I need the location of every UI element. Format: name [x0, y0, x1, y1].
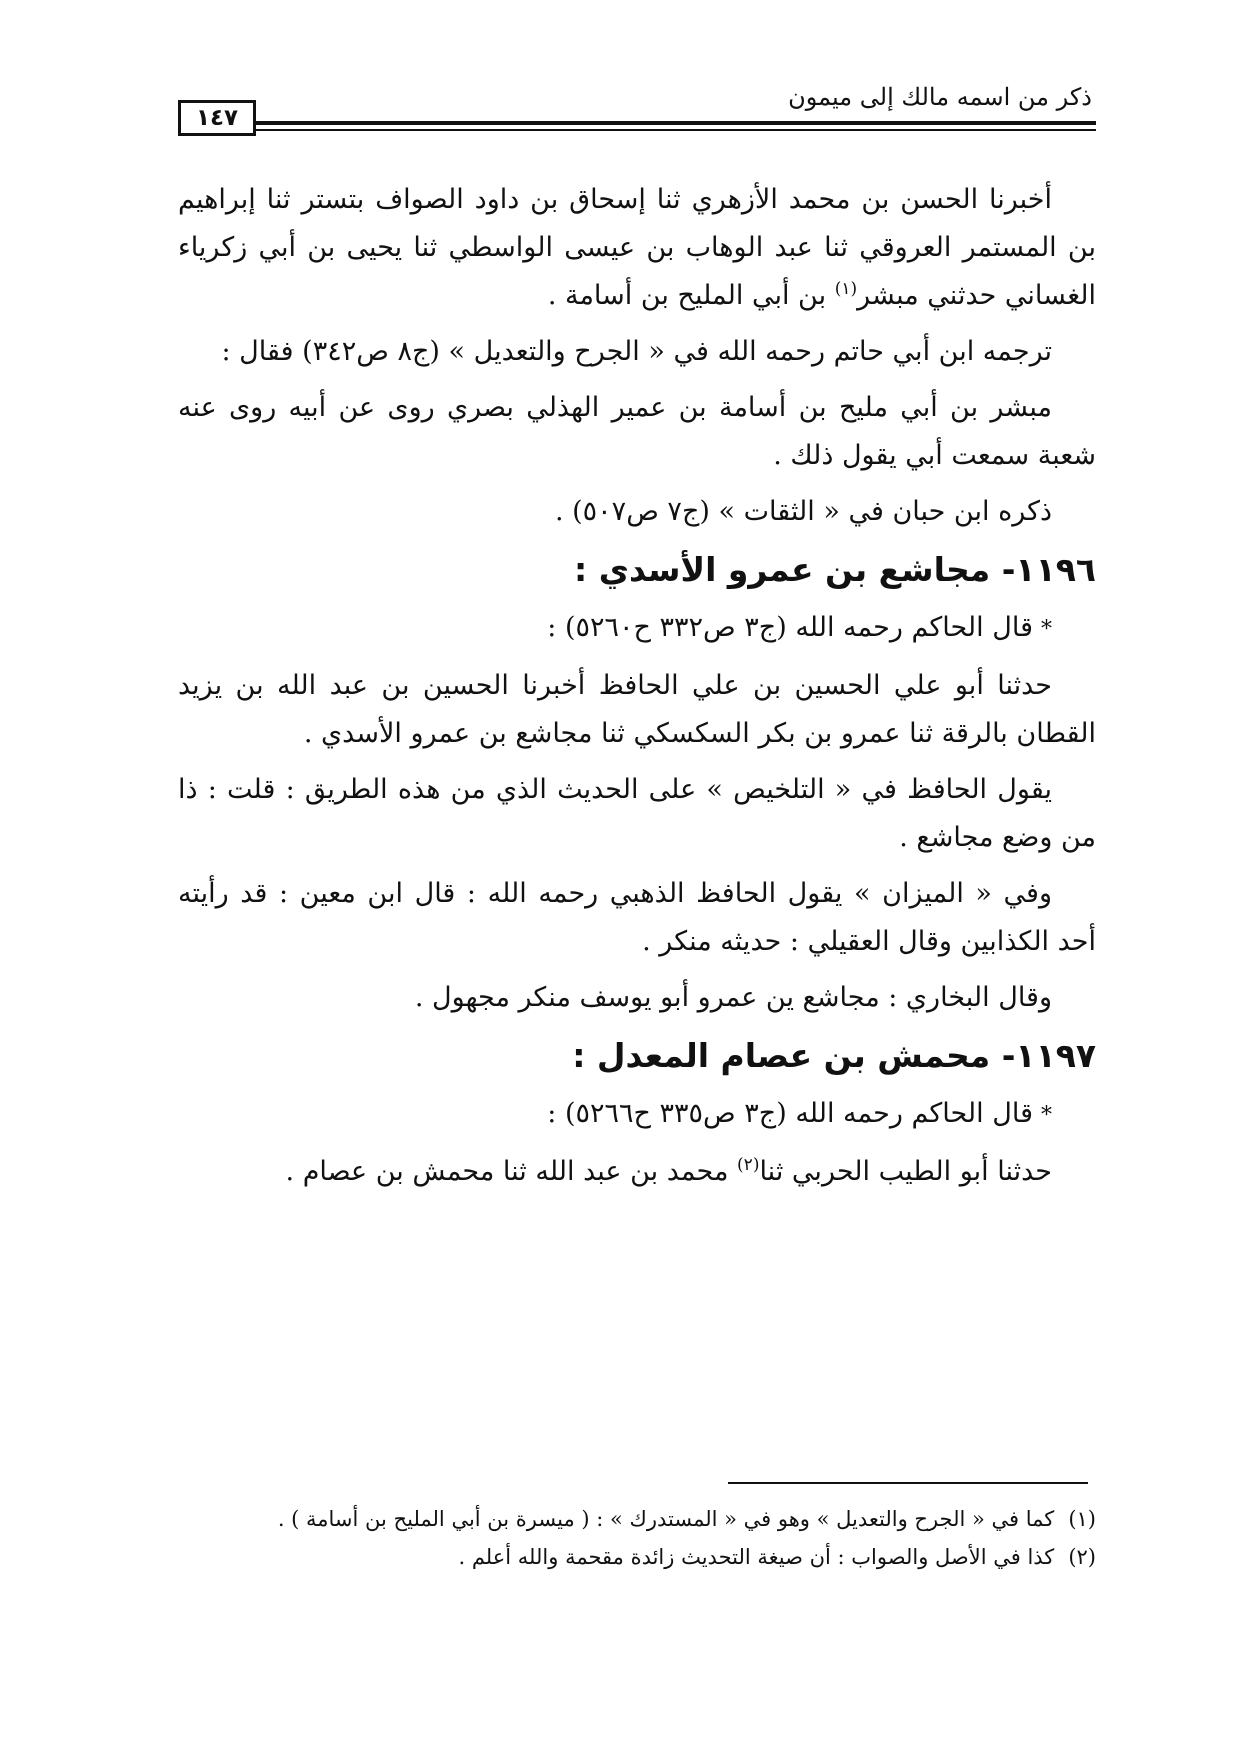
page-header — [178, 83, 1096, 138]
entry-heading-1197: ١١٩٧- محمش بن عصام المعدل : — [572, 1036, 1096, 1075]
asterisk-icon: * — [1041, 1103, 1052, 1128]
footnotes — [178, 1500, 1096, 1576]
paragraph-1196-bukhari: وقال البخاري : مجاشع ين عمرو أبو يوسف منكر مجهول . — [414, 982, 1052, 1013]
running-title: ذكر من اسمه مالك إلى ميمون — [788, 83, 1092, 111]
page-number: ١٤٧ — [178, 100, 256, 136]
paragraph-1197-chain: حدثنا أبو الطيب الحربي ثنا$^{(٢)}$ محمد بن عبد الله ثنا محمش بن عصام . — [285, 1155, 1052, 1187]
source-line-1197: *قال الحاكم رحمه الله (ج٣ ص٣٣٥ ح٥٢٦٦) : — [547, 1098, 1052, 1129]
header-rule-thin — [256, 129, 1096, 131]
footnote-ref-1: (١) — [834, 279, 858, 299]
paragraph-mubashshir: مبشر بن أبي مليح بن أسامة بن عمير الهذلي بصري روى عن أبيه روى عنه شعبة سمعت أبي يقول ذلك . — [178, 392, 1096, 471]
header-rule-thick — [256, 121, 1096, 125]
paragraph-chain: أخبرنا الحسن بن محمد الأزهري ثنا إسحاق بن داود الصواف بتستر ثنا إبراهيم بن المستمر العروقي ثنا عبد الوهاب بن عيسى الواسطي ثنا يحيى بن أبي زكرياء الغساني حدثني مبشر$^{(١)}$ بن أبي المليح بن أسامة . — [178, 184, 1096, 311]
paragraph-1196-chain: حدثنا أبو علي الحسين بن علي الحافظ أخبرنا الحسين بن عبد الله بن يزيد القطان بالرقة ثنا عمرو بن بكر السكسكي ثنا مجاشع بن عمرو الأسدي . — [178, 670, 1096, 749]
main-text — [178, 176, 1096, 1204]
paragraph-1196-talkhis: يقول الحافظ في « التلخيص » على الحديث الذي من هذه الطريق : قلت : ذا من وضع مجاشع . — [178, 774, 1096, 853]
paragraph-ibn-hibban: ذكره ابن حبان في « الثقات » (ج٧ ص٥٠٧) . — [554, 496, 1052, 527]
paragraph-1196-mizan: وفي « الميزان » يقول الحافظ الذهبي رحمه الله : قال ابن معين : قد رأيته أحد الكذابين وقال العقيلي : حديثه منكر . — [178, 878, 1096, 957]
source-line-1196: *قال الحاكم رحمه الله (ج٣ ص٣٣٢ ح٥٢٦٠) : — [547, 612, 1052, 643]
footnote-1: (١)كما في « الجرح والتعديل » وهو في « المستدرك » : ( ميسرة بن أبي المليح بن أسامة ) . — [277, 1507, 1096, 1531]
footnote-ref-2: (٢) — [737, 1155, 760, 1175]
footnote-2: (٢)كذا في الأصل والصواب : أن صيغة التحديث زائدة مقحمة والله أعلم . — [458, 1545, 1096, 1569]
footnote-separator — [728, 1482, 1088, 1484]
paragraph-ibn-abi-hatim: ترجمه ابن أبي حاتم رحمه الله في « الجرح والتعديل » (ج٨ ص٣٤٢) فقال : — [221, 336, 1052, 367]
entry-heading-1196: ١١٩٦- مجاشع بن عمرو الأسدي : — [574, 550, 1096, 589]
asterisk-icon: * — [1041, 617, 1052, 642]
